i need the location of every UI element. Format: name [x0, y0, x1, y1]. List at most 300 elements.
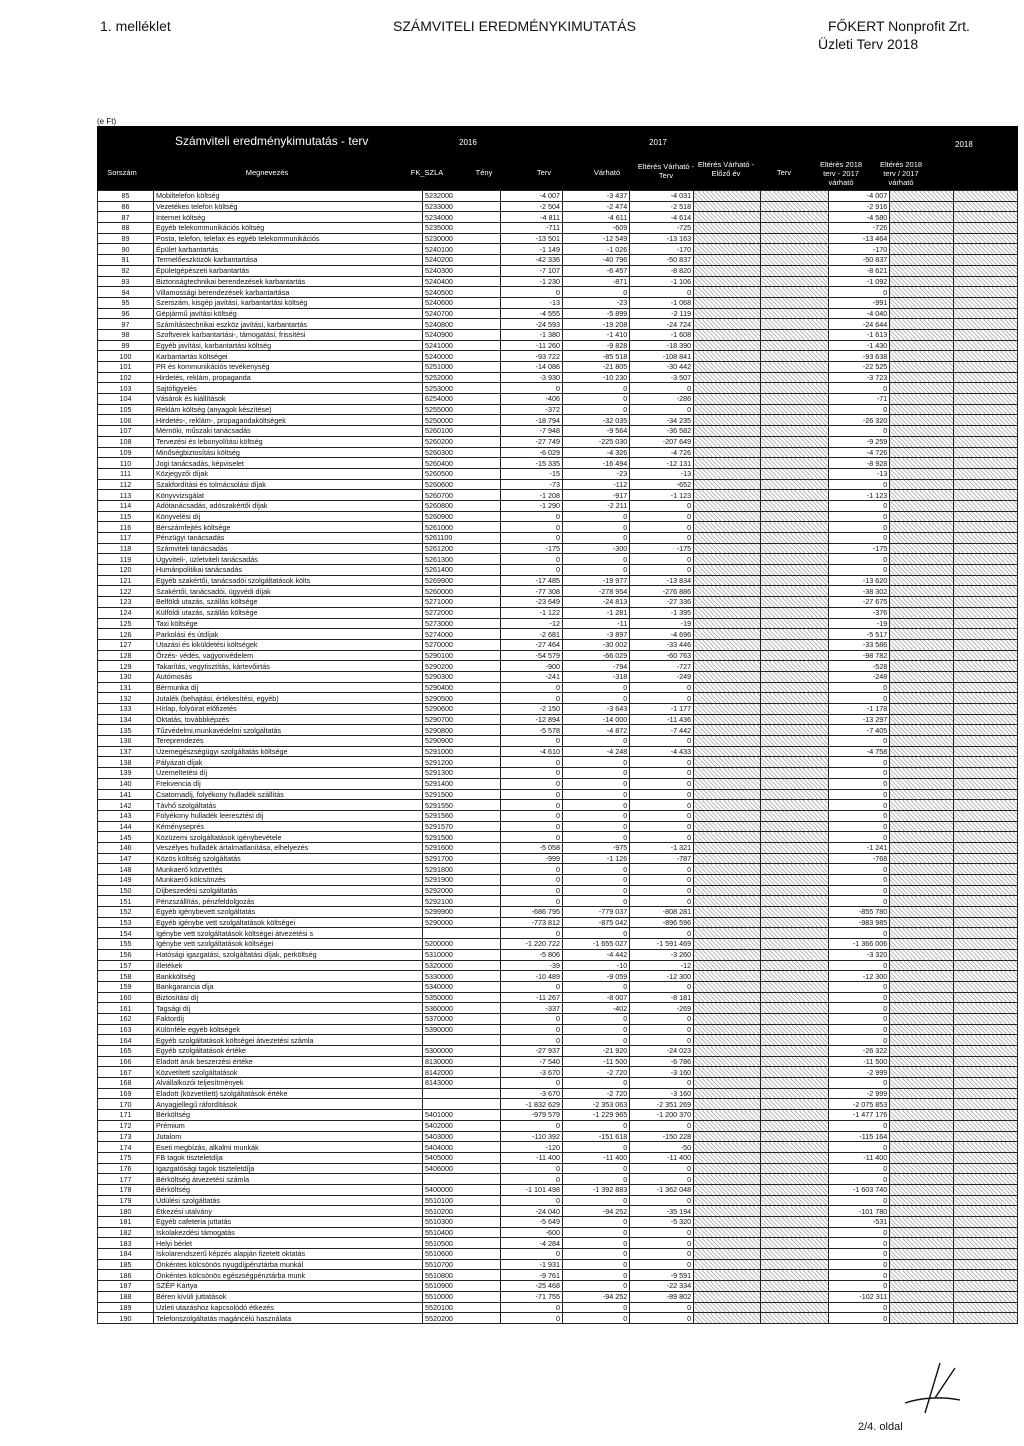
table-cell: 0 — [563, 1249, 630, 1260]
table-cell: 5510900 — [422, 1281, 500, 1292]
table-cell — [761, 960, 828, 971]
table-cell: 0 — [563, 885, 630, 896]
table-cell — [761, 757, 828, 768]
col-elteres-varhato-elozo: Eltérés Várható - Előző év — [697, 160, 755, 178]
table-cell — [694, 1217, 761, 1228]
table-cell — [761, 308, 828, 319]
table-cell: 5260200 — [422, 436, 500, 447]
table-cell: 0 — [501, 1120, 563, 1131]
table-cell — [954, 1099, 1018, 1110]
table-cell: Iskolakezdési támogatás — [154, 1227, 423, 1238]
table-cell — [761, 875, 828, 886]
table-cell: 5261100 — [422, 533, 500, 544]
table-cell: -4 040 — [828, 308, 890, 319]
table-cell: 5320000 — [422, 960, 500, 971]
income-statement-sheet — [97, 126, 1018, 1324]
table-cell — [694, 1035, 761, 1046]
table-cell: 173 — [98, 1131, 154, 1142]
table-cell — [954, 233, 1018, 244]
table-row — [98, 543, 1018, 554]
table-cell: 96 — [98, 308, 154, 319]
table-cell — [694, 949, 761, 960]
table-cell: 0 — [630, 1238, 694, 1249]
table-cell — [694, 233, 761, 244]
table-cell — [761, 1003, 828, 1014]
table-row — [98, 201, 1018, 212]
table-cell: 5260300 — [422, 447, 500, 458]
table-cell — [761, 650, 828, 661]
table-cell: -19 208 — [563, 319, 630, 330]
table-cell: 0 — [501, 1078, 563, 1089]
table-cell — [954, 1281, 1018, 1292]
table-cell: -5 649 — [501, 1217, 563, 1228]
table-cell: 5291570 — [422, 821, 500, 832]
table-cell: 5510300 — [422, 1217, 500, 1228]
table-cell: 5255000 — [422, 404, 500, 415]
table-cell: 0 — [828, 554, 890, 565]
table-cell: 123 — [98, 597, 154, 608]
table-row — [98, 757, 1018, 768]
table-cell: -42 336 — [501, 255, 563, 266]
table-cell — [890, 864, 954, 875]
table-cell — [761, 426, 828, 437]
table-cell: 5290800 — [422, 725, 500, 736]
table-cell: 132 — [98, 693, 154, 704]
table-cell: 100 — [98, 351, 154, 362]
table-cell — [890, 308, 954, 319]
table-cell — [890, 693, 954, 704]
table-cell: 0 — [501, 896, 563, 907]
table-cell: 5240800 — [422, 319, 500, 330]
table-cell: -2 075 853 — [828, 1099, 890, 1110]
table-row — [98, 992, 1018, 1003]
table-cell: 5240400 — [422, 276, 500, 287]
table-cell: Anyagjellegű ráfordítások — [154, 1099, 423, 1110]
table-cell — [954, 511, 1018, 522]
table-cell: 0 — [501, 928, 563, 939]
table-cell — [694, 1195, 761, 1206]
table-row — [98, 650, 1018, 661]
table-cell — [694, 768, 761, 779]
table-row — [98, 1313, 1018, 1324]
table-cell — [761, 404, 828, 415]
table-cell: 8130000 — [422, 1056, 500, 1067]
table-cell: 0 — [563, 928, 630, 939]
table-cell — [761, 255, 828, 266]
table-cell — [761, 1046, 828, 1057]
table-cell — [761, 233, 828, 244]
table-cell: 0 — [563, 554, 630, 565]
table-cell: -1 149 — [501, 244, 563, 255]
table-cell: 5401000 — [422, 1110, 500, 1121]
table-cell — [890, 1003, 954, 1014]
table-cell — [761, 394, 828, 405]
table-cell: Különféle egyéb költségek — [154, 1024, 423, 1035]
table-cell — [954, 1174, 1018, 1185]
table-row — [98, 768, 1018, 779]
table-cell — [890, 1142, 954, 1153]
table-cell: 165 — [98, 1046, 154, 1057]
table-cell — [890, 1227, 954, 1238]
table-cell: -1 430 — [828, 340, 890, 351]
table-cell: 0 — [828, 1024, 890, 1035]
table-cell: 0 — [828, 693, 890, 704]
table-cell: Számítástechnikai eszköz javítási, karbantartás — [154, 319, 423, 330]
table-cell — [890, 885, 954, 896]
table-cell — [890, 800, 954, 811]
table-cell: Jutalom — [154, 1131, 423, 1142]
table-cell — [890, 1195, 954, 1206]
table-row — [98, 212, 1018, 223]
table-cell — [954, 832, 1018, 843]
table-cell: 0 — [563, 1024, 630, 1035]
table-cell — [954, 768, 1018, 779]
table-cell: -4 433 — [630, 746, 694, 757]
table-cell: 0 — [828, 875, 890, 886]
table-cell — [694, 1152, 761, 1163]
table-cell: -4 284 — [501, 1238, 563, 1249]
table-cell: Pénzügyi tanácsadás — [154, 533, 423, 544]
table-cell: 186 — [98, 1270, 154, 1281]
table-cell: 103 — [98, 383, 154, 394]
table-cell: -40 796 — [563, 255, 630, 266]
table-cell — [890, 575, 954, 586]
table-cell — [761, 832, 828, 843]
table-row — [98, 842, 1018, 853]
table-cell: -1 068 — [630, 297, 694, 308]
table-cell: 5402000 — [422, 1120, 500, 1131]
table-cell: 0 — [630, 1259, 694, 1270]
table-cell — [890, 1281, 954, 1292]
table-cell: 0 — [563, 1163, 630, 1174]
table-cell: 0 — [563, 864, 630, 875]
table-cell: 0 — [828, 1281, 890, 1292]
table-cell: -727 — [630, 661, 694, 672]
table-cell: -4 326 — [563, 447, 630, 458]
table-cell: -979 579 — [501, 1110, 563, 1121]
table-cell — [890, 778, 954, 789]
table-cell — [890, 960, 954, 971]
table-cell: 0 — [630, 1120, 694, 1131]
table-cell: -1 591 469 — [630, 939, 694, 950]
table-cell: Étkezési utalvány — [154, 1206, 423, 1217]
table-cell: -808 281 — [630, 907, 694, 918]
table-cell — [954, 458, 1018, 469]
table-cell — [890, 1131, 954, 1142]
table-cell — [422, 1088, 500, 1099]
table-cell: 0 — [563, 981, 630, 992]
table-cell: Vezetékes telefon költség — [154, 201, 423, 212]
table-cell: -33 586 — [828, 639, 890, 650]
table-cell — [954, 650, 1018, 661]
table-row — [98, 565, 1018, 576]
table-row — [98, 639, 1018, 650]
table-cell: -7 948 — [501, 426, 563, 437]
table-cell: Épületgépészeti karbantartás — [154, 265, 423, 276]
table-cell — [890, 372, 954, 383]
table-cell — [694, 693, 761, 704]
table-row — [98, 949, 1018, 960]
table-cell — [890, 1206, 954, 1217]
table-cell — [890, 597, 954, 608]
table-cell: 116 — [98, 522, 154, 533]
table-cell — [761, 319, 828, 330]
table-row — [98, 426, 1018, 437]
table-cell: -6 457 — [563, 265, 630, 276]
table-cell: -170 — [630, 244, 694, 255]
table-cell — [761, 287, 828, 298]
table-cell: -5 517 — [828, 629, 890, 640]
table-cell — [761, 372, 828, 383]
table-cell — [954, 1046, 1018, 1057]
table-cell: Biztonságtechnikai berendezések karbantartás — [154, 276, 423, 287]
table-cell — [954, 447, 1018, 458]
table-cell: -3 670 — [501, 1088, 563, 1099]
table-cell — [761, 778, 828, 789]
table-cell: -1 410 — [563, 329, 630, 340]
document-title: SZÁMVITELI EREDMÉNYKIMUTATÁS — [393, 18, 636, 34]
table-cell: 5299900 — [422, 907, 500, 918]
table-cell: 0 — [630, 287, 694, 298]
table-cell: -71 755 — [501, 1291, 563, 1302]
table-cell: -2 353 063 — [563, 1099, 630, 1110]
table-cell: Sajtófigyelés — [154, 383, 423, 394]
table-cell: -1 321 — [630, 842, 694, 853]
table-cell — [890, 789, 954, 800]
table-row — [98, 447, 1018, 458]
table-cell: -1 106 — [630, 276, 694, 287]
table-cell: 135 — [98, 725, 154, 736]
table-cell — [761, 1099, 828, 1110]
table-cell: -30 002 — [563, 639, 630, 650]
table-cell — [890, 554, 954, 565]
table-cell — [761, 714, 828, 725]
year-2018: 2018 — [955, 140, 973, 149]
table-cell: 5240200 — [422, 255, 500, 266]
table-cell: 0 — [563, 1302, 630, 1313]
table-row — [98, 276, 1018, 287]
table-cell: 87 — [98, 212, 154, 223]
table-cell: 5510600 — [422, 1249, 500, 1260]
table-cell — [890, 511, 954, 522]
table-row — [98, 907, 1018, 918]
table-cell: 110 — [98, 458, 154, 469]
table-cell: 104 — [98, 394, 154, 405]
table-cell: 5290700 — [422, 714, 500, 725]
table-cell: 0 — [828, 426, 890, 437]
table-cell — [890, 1067, 954, 1078]
table-cell: 0 — [501, 875, 563, 886]
table-cell — [954, 490, 1018, 501]
table-cell: 5240000 — [422, 351, 500, 362]
table-cell: Közös költség szolgáltatás — [154, 853, 423, 864]
table-cell — [890, 1270, 954, 1281]
table-cell: -21 920 — [563, 1046, 630, 1057]
table-cell: 5232000 — [422, 191, 500, 202]
table-cell — [761, 533, 828, 544]
table-cell — [761, 1024, 828, 1035]
table-cell: -170 — [828, 244, 890, 255]
table-cell: -13 501 — [501, 233, 563, 244]
table-cell: 0 — [563, 1238, 630, 1249]
table-cell: 0 — [828, 1013, 890, 1024]
col-elteres-varhato-terv: Eltérés Várható - Terv — [637, 162, 695, 180]
table-cell: 5350000 — [422, 992, 500, 1003]
table-cell: -66 029 — [563, 650, 630, 661]
table-cell — [761, 479, 828, 490]
table-cell — [761, 821, 828, 832]
table-cell — [761, 201, 828, 212]
table-cell: 5233000 — [422, 201, 500, 212]
table-cell: 0 — [563, 1174, 630, 1185]
table-cell: -787 — [630, 853, 694, 864]
table-cell: 141 — [98, 789, 154, 800]
table-row — [98, 1227, 1018, 1238]
table-cell — [954, 821, 1018, 832]
table-cell — [890, 394, 954, 405]
table-cell — [694, 736, 761, 747]
table-cell: -73 — [501, 479, 563, 490]
table-cell — [694, 255, 761, 266]
table-cell — [761, 1206, 828, 1217]
table-cell: Egyéb szakértői, tanácsadói szolgáltatások költs — [154, 575, 423, 586]
table-cell: 0 — [563, 1270, 630, 1281]
table-cell: 5269900 — [422, 575, 500, 586]
table-cell: 0 — [828, 1270, 890, 1281]
table-cell: 0 — [828, 1249, 890, 1260]
table-cell — [761, 704, 828, 715]
table-cell — [694, 287, 761, 298]
table-cell: -12 300 — [630, 971, 694, 982]
table-cell: 0 — [563, 565, 630, 576]
table-cell: 0 — [563, 1078, 630, 1089]
table-cell: -1 200 370 — [630, 1110, 694, 1121]
table-row — [98, 265, 1018, 276]
table-cell: 0 — [501, 736, 563, 747]
table-cell — [890, 1099, 954, 1110]
table-cell: -4 442 — [563, 949, 630, 960]
table-cell — [694, 1227, 761, 1238]
table-cell — [761, 736, 828, 747]
table-row — [98, 362, 1018, 373]
table-cell — [761, 297, 828, 308]
table-row — [98, 682, 1018, 693]
table-cell — [761, 1163, 828, 1174]
table-cell: -14 000 — [563, 714, 630, 725]
table-cell: 0 — [563, 810, 630, 821]
table-cell: 0 — [501, 757, 563, 768]
table-cell: 0 — [501, 1024, 563, 1035]
table-cell — [761, 939, 828, 950]
table-cell: Csatornadíj, folyékony hulladék szállítás — [154, 789, 423, 800]
table-cell: -25 468 — [501, 1281, 563, 1292]
table-cell — [890, 1056, 954, 1067]
table-cell: 0 — [630, 1302, 694, 1313]
table-cell — [954, 575, 1018, 586]
table-cell — [422, 928, 500, 939]
table-cell: -2 916 — [828, 201, 890, 212]
data-table — [97, 190, 1018, 1324]
table-cell: 113 — [98, 490, 154, 501]
table-cell: 187 — [98, 1281, 154, 1292]
table-cell: 5291550 — [422, 800, 500, 811]
table-cell: 5240300 — [422, 265, 500, 276]
table-cell: Utazási és kiküldetési költségek — [154, 639, 423, 650]
table-row — [98, 1291, 1018, 1302]
table-cell — [694, 939, 761, 950]
table-cell: Eladott (közvetített) szolgáltatások értéke — [154, 1088, 423, 1099]
table-cell: 5300000 — [422, 1046, 500, 1057]
table-cell — [954, 1313, 1018, 1324]
table-cell: -50 837 — [630, 255, 694, 266]
table-cell: 5370000 — [422, 1013, 500, 1024]
year-2016: 2016 — [459, 138, 477, 147]
table-cell: -1 229 965 — [563, 1110, 630, 1121]
table-cell: 0 — [630, 896, 694, 907]
col-terv-2017: Terv — [536, 168, 552, 177]
table-cell — [954, 372, 1018, 383]
table-cell — [890, 490, 954, 501]
table-row — [98, 789, 1018, 800]
table-cell: 161 — [98, 1003, 154, 1014]
table-cell: Mérnöki, műszaki tanácsadás — [154, 426, 423, 437]
table-cell — [694, 704, 761, 715]
table-cell: 133 — [98, 704, 154, 715]
table-cell: 177 — [98, 1174, 154, 1185]
table-cell — [890, 810, 954, 821]
table-cell: -18 390 — [630, 340, 694, 351]
table-cell: 160 — [98, 992, 154, 1003]
table-cell — [890, 1078, 954, 1089]
table-cell: Eseti megbízás, alkalmi munkák — [154, 1142, 423, 1153]
table-cell: -768 — [828, 853, 890, 864]
table-cell: 158 — [98, 971, 154, 982]
table-cell: 0 — [828, 1302, 890, 1313]
table-cell — [954, 810, 1018, 821]
table-cell: -36 582 — [630, 426, 694, 437]
table-cell: -26 320 — [828, 415, 890, 426]
table-cell: -3 643 — [563, 704, 630, 715]
table-cell: Posta, telefon, telefax és egyéb telekommunikációs — [154, 233, 423, 244]
table-cell — [954, 1067, 1018, 1078]
table-cell: 5510100 — [422, 1195, 500, 1206]
table-cell: 139 — [98, 768, 154, 779]
table-cell: -1 123 — [828, 490, 890, 501]
table-row — [98, 415, 1018, 426]
table-row — [98, 191, 1018, 202]
table-cell: 5260900 — [422, 511, 500, 522]
table-cell: -4 696 — [630, 629, 694, 640]
table-row — [98, 800, 1018, 811]
table-cell: -711 — [501, 223, 563, 234]
table-cell: 0 — [501, 533, 563, 544]
table-cell — [954, 383, 1018, 394]
table-cell: 0 — [630, 864, 694, 875]
table-cell: 0 — [563, 1035, 630, 1046]
table-cell: -1 220 722 — [501, 939, 563, 950]
table-cell — [761, 1131, 828, 1142]
table-row — [98, 404, 1018, 415]
table-cell: -24 644 — [828, 319, 890, 330]
table-cell — [890, 671, 954, 682]
table-cell — [890, 704, 954, 715]
table-cell — [954, 971, 1018, 982]
table-cell: 5510700 — [422, 1259, 500, 1270]
table-cell: 5261400 — [422, 565, 500, 576]
table-cell: 0 — [828, 565, 890, 576]
table-cell — [890, 223, 954, 234]
table-cell — [890, 543, 954, 554]
